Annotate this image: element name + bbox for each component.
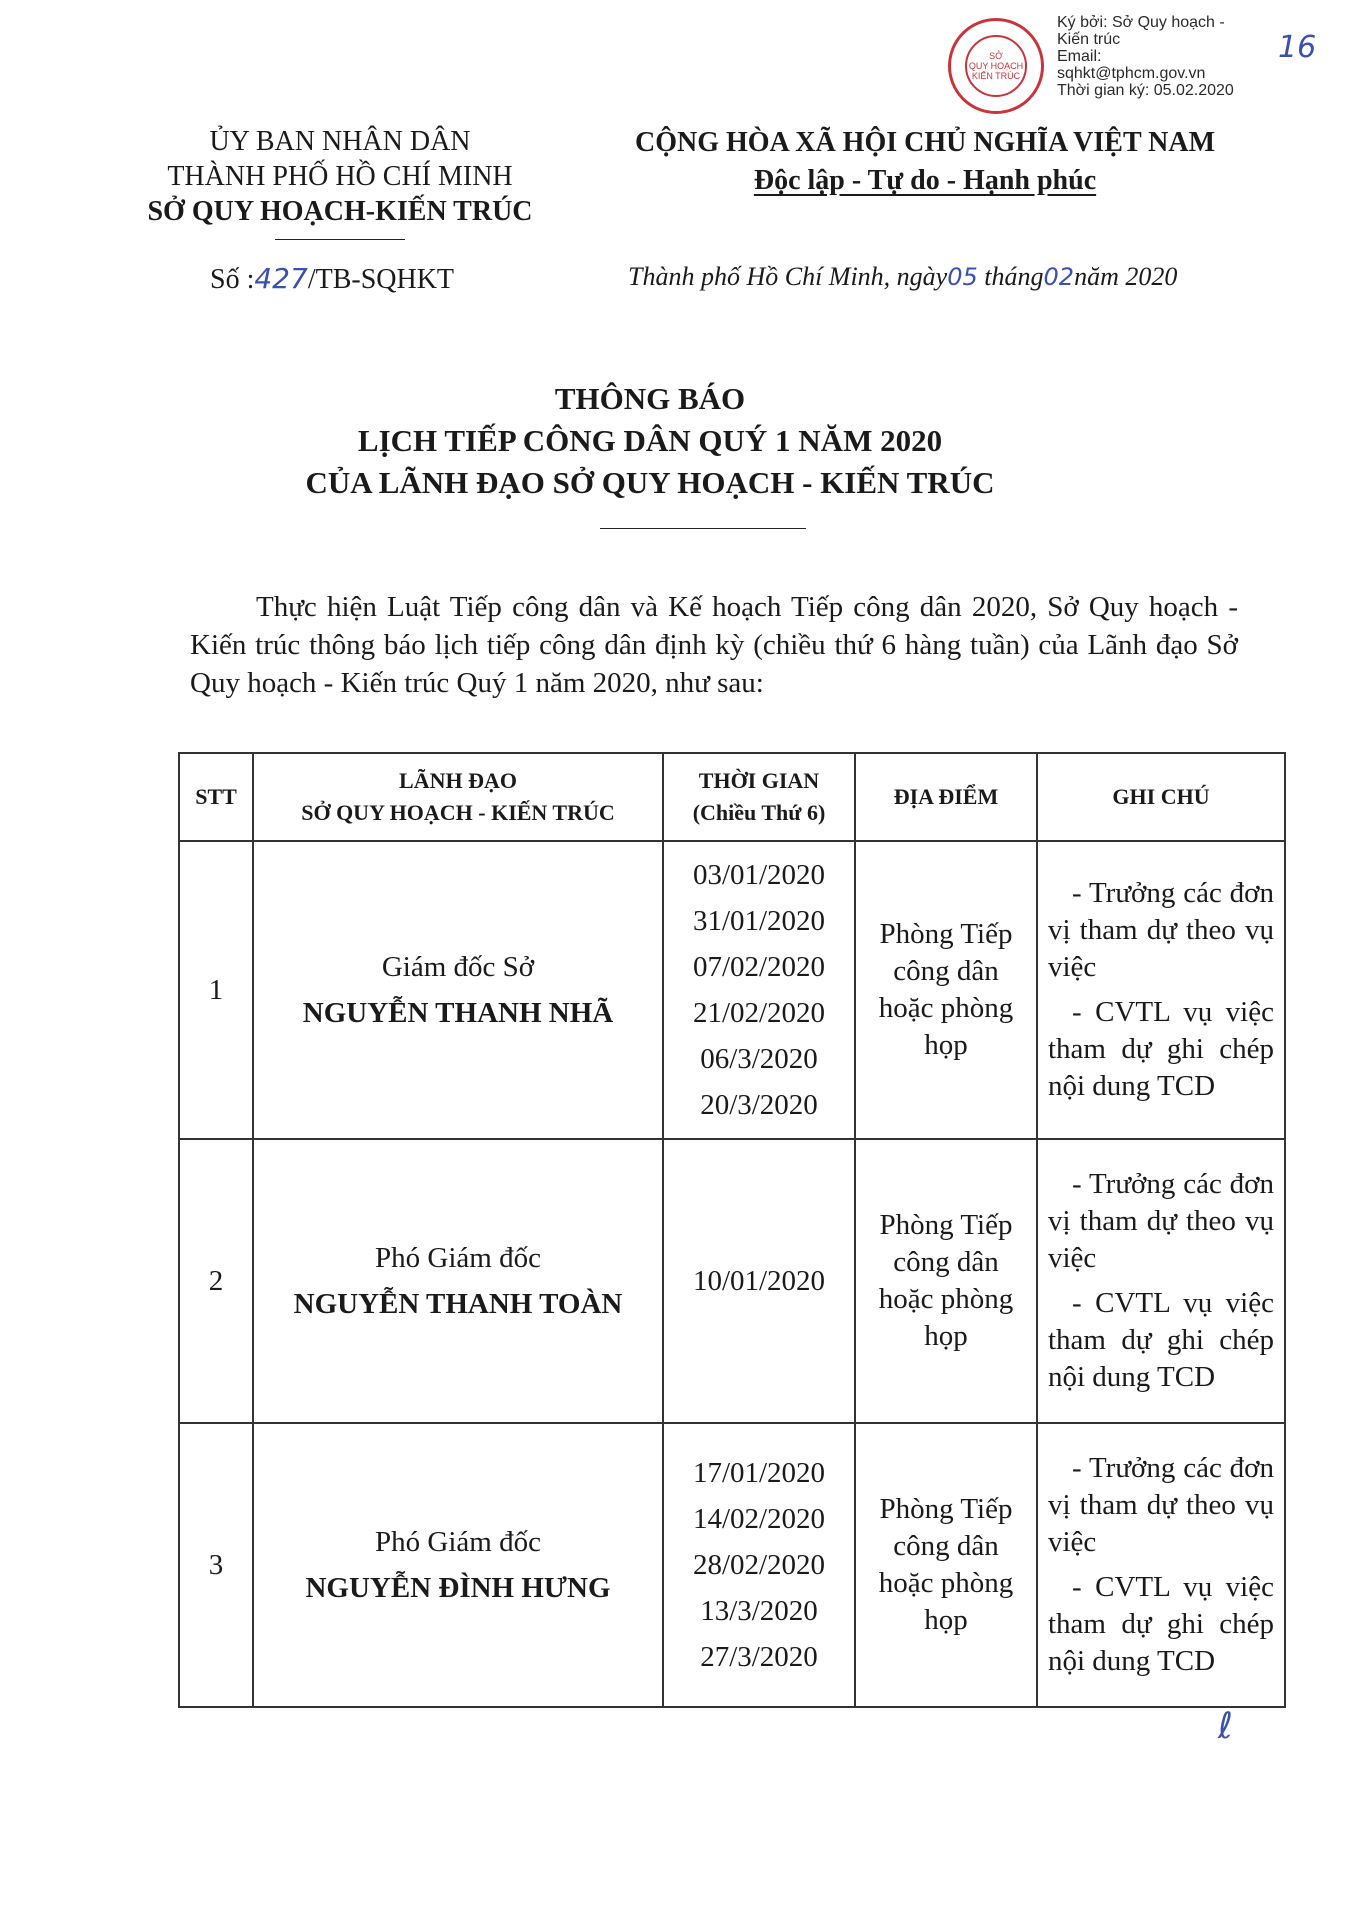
header-leader-line: LÃNH ĐẠO	[399, 768, 517, 793]
leader-name: NGUYỄN THANH TOÀN	[293, 1288, 623, 1320]
signature-seal	[948, 18, 1044, 114]
row-leader	[253, 841, 663, 1139]
seal-line: SỞ	[989, 51, 1003, 61]
header-time	[663, 753, 855, 841]
date-item: 21/02/2020	[692, 997, 826, 1029]
org-department: SỞ QUY HOẠCH-KIẾN TRÚC	[147, 196, 533, 227]
row-place: Phòng Tiếp công dân hoặc phòng họp	[855, 1423, 1037, 1707]
intro-paragraph: Thực hiện Luật Tiếp công dân và Kế hoạch Tiếp công dân 2020, Sở Quy hoạch - Kiến trúc thông báo lịch tiếp công dân định kỳ (chiều thứ 6 hàng tuần) của Lãnh đạo Sở Quy hoạch - Kiến trúc Quý 1 năm 2020, như sau:	[190, 591, 1238, 699]
table-row	[179, 1423, 1285, 1707]
seal-center	[965, 35, 1027, 97]
header-note: GHI CHÚ	[1037, 753, 1285, 841]
nation-name: CỘNG HÒA XÃ HỘI CHỦ NGHĨA VIỆT NAM	[634, 127, 1216, 158]
title-divider	[600, 528, 806, 529]
date-prefix: Thành phố Hồ Chí Minh, ngày	[628, 262, 948, 291]
doc-no-prefix: Số :	[210, 264, 255, 295]
note-item: - Trưởng các đơn vị tham dự theo vụ việc	[1048, 1168, 1274, 1274]
handwritten-page-number: 16	[1278, 30, 1317, 65]
row-dates	[663, 841, 855, 1139]
date-item: 28/02/2020	[692, 1549, 826, 1581]
document-title	[200, 378, 1100, 504]
doc-no-suffix: /TB-SQHKT	[307, 264, 455, 295]
date-day: 05	[947, 263, 978, 291]
row-stt: 1	[179, 841, 253, 1139]
header-stt: STT	[179, 753, 253, 841]
date-item: 14/02/2020	[692, 1503, 826, 1535]
seal-line: QUY HOẠCH	[968, 61, 1024, 71]
title-line: CỦA LÃNH ĐẠO SỞ QUY HOẠCH - KIẾN TRÚC	[305, 465, 995, 500]
date-item: 03/01/2020	[692, 859, 826, 891]
header-place: ĐỊA ĐIỂM	[855, 753, 1037, 841]
doc-no-handwritten: 427	[254, 262, 308, 295]
document-number	[210, 262, 454, 296]
row-note	[1037, 1139, 1285, 1423]
date-item: 17/01/2020	[692, 1457, 826, 1489]
date-month: 02	[1043, 263, 1075, 291]
seal-line: KIẾN TRÚC	[971, 71, 1021, 81]
date-item: 10/01/2020	[692, 1265, 826, 1297]
leader-name: NGUYỄN THANH NHÃ	[302, 997, 614, 1029]
schedule-table	[178, 752, 1286, 1708]
row-note	[1037, 841, 1285, 1139]
national-motto: Độc lập - Tự do - Hạnh phúc	[753, 165, 1097, 196]
document-date	[628, 262, 1177, 292]
header-time-line: THỜI GIAN	[698, 768, 820, 793]
title-line: LỊCH TIẾP CÔNG DÂN QUÝ 1 NĂM 2020	[357, 423, 943, 458]
title-line: THÔNG BÁO	[554, 381, 746, 416]
row-place: Phòng Tiếp công dân hoặc phòng họp	[855, 1139, 1037, 1423]
leader-role: Phó Giám đốc	[375, 1526, 541, 1558]
org-line: THÀNH PHỐ HỒ CHÍ MINH	[167, 161, 513, 192]
date-item: 20/3/2020	[700, 1089, 818, 1121]
note-item: - CVTL vụ việc tham dự ghi chép nội dung TCD	[1048, 1571, 1274, 1677]
signature-line: Ký bởi: Sở Quy hoạch -	[1057, 14, 1225, 31]
signature-time: Thời gian ký: 05.02.2020	[1057, 82, 1234, 99]
org-divider	[275, 239, 405, 240]
row-stt: 3	[179, 1423, 253, 1707]
row-place: Phòng Tiếp công dân hoặc phòng họp	[855, 841, 1037, 1139]
table-row	[179, 1139, 1285, 1423]
row-dates	[663, 1423, 855, 1707]
date-item: 07/02/2020	[692, 951, 826, 983]
date-suffix: năm 2020	[1074, 262, 1178, 291]
table-row	[179, 841, 1285, 1139]
signature-line: Kiến trúc	[1057, 31, 1121, 48]
header-leader-line: SỞ QUY HOẠCH - KIẾN TRÚC	[301, 800, 615, 825]
note-item: - Trưởng các đơn vị tham dự theo vụ việc	[1048, 1452, 1274, 1558]
note-item: - Trưởng các đơn vị tham dự theo vụ việc	[1048, 877, 1274, 983]
national-heading	[600, 124, 1250, 200]
digital-signature-info	[1057, 14, 1257, 99]
leader-role: Phó Giám đốc	[375, 1242, 541, 1274]
header-time-line: (Chiều Thứ 6)	[692, 800, 826, 825]
note-item: - CVTL vụ việc tham dự ghi chép nội dung TCD	[1048, 996, 1274, 1102]
header-leader	[253, 753, 663, 841]
signature-line: Email:	[1057, 48, 1102, 65]
note-item: - CVTL vụ việc tham dự ghi chép nội dung TCD	[1048, 1287, 1274, 1393]
date-item: 31/01/2020	[692, 905, 826, 937]
leader-name: NGUYỄN ĐÌNH HƯNG	[305, 1572, 611, 1604]
handwritten-initial: ℓ	[1218, 1706, 1233, 1747]
table-header-row	[179, 753, 1285, 841]
date-item: 13/3/2020	[700, 1595, 818, 1627]
signature-email: sqhkt@tphcm.gov.vn	[1057, 65, 1206, 82]
date-mid: tháng	[977, 262, 1044, 291]
issuing-organization	[120, 124, 560, 240]
row-dates	[663, 1139, 855, 1423]
row-stt: 2	[179, 1139, 253, 1423]
row-note	[1037, 1423, 1285, 1707]
date-item: 06/3/2020	[700, 1043, 818, 1075]
row-leader	[253, 1139, 663, 1423]
row-leader	[253, 1423, 663, 1707]
org-line: ỦY BAN NHÂN DÂN	[209, 126, 471, 157]
date-item: 27/3/2020	[700, 1641, 818, 1673]
leader-role: Giám đốc Sở	[381, 951, 535, 983]
